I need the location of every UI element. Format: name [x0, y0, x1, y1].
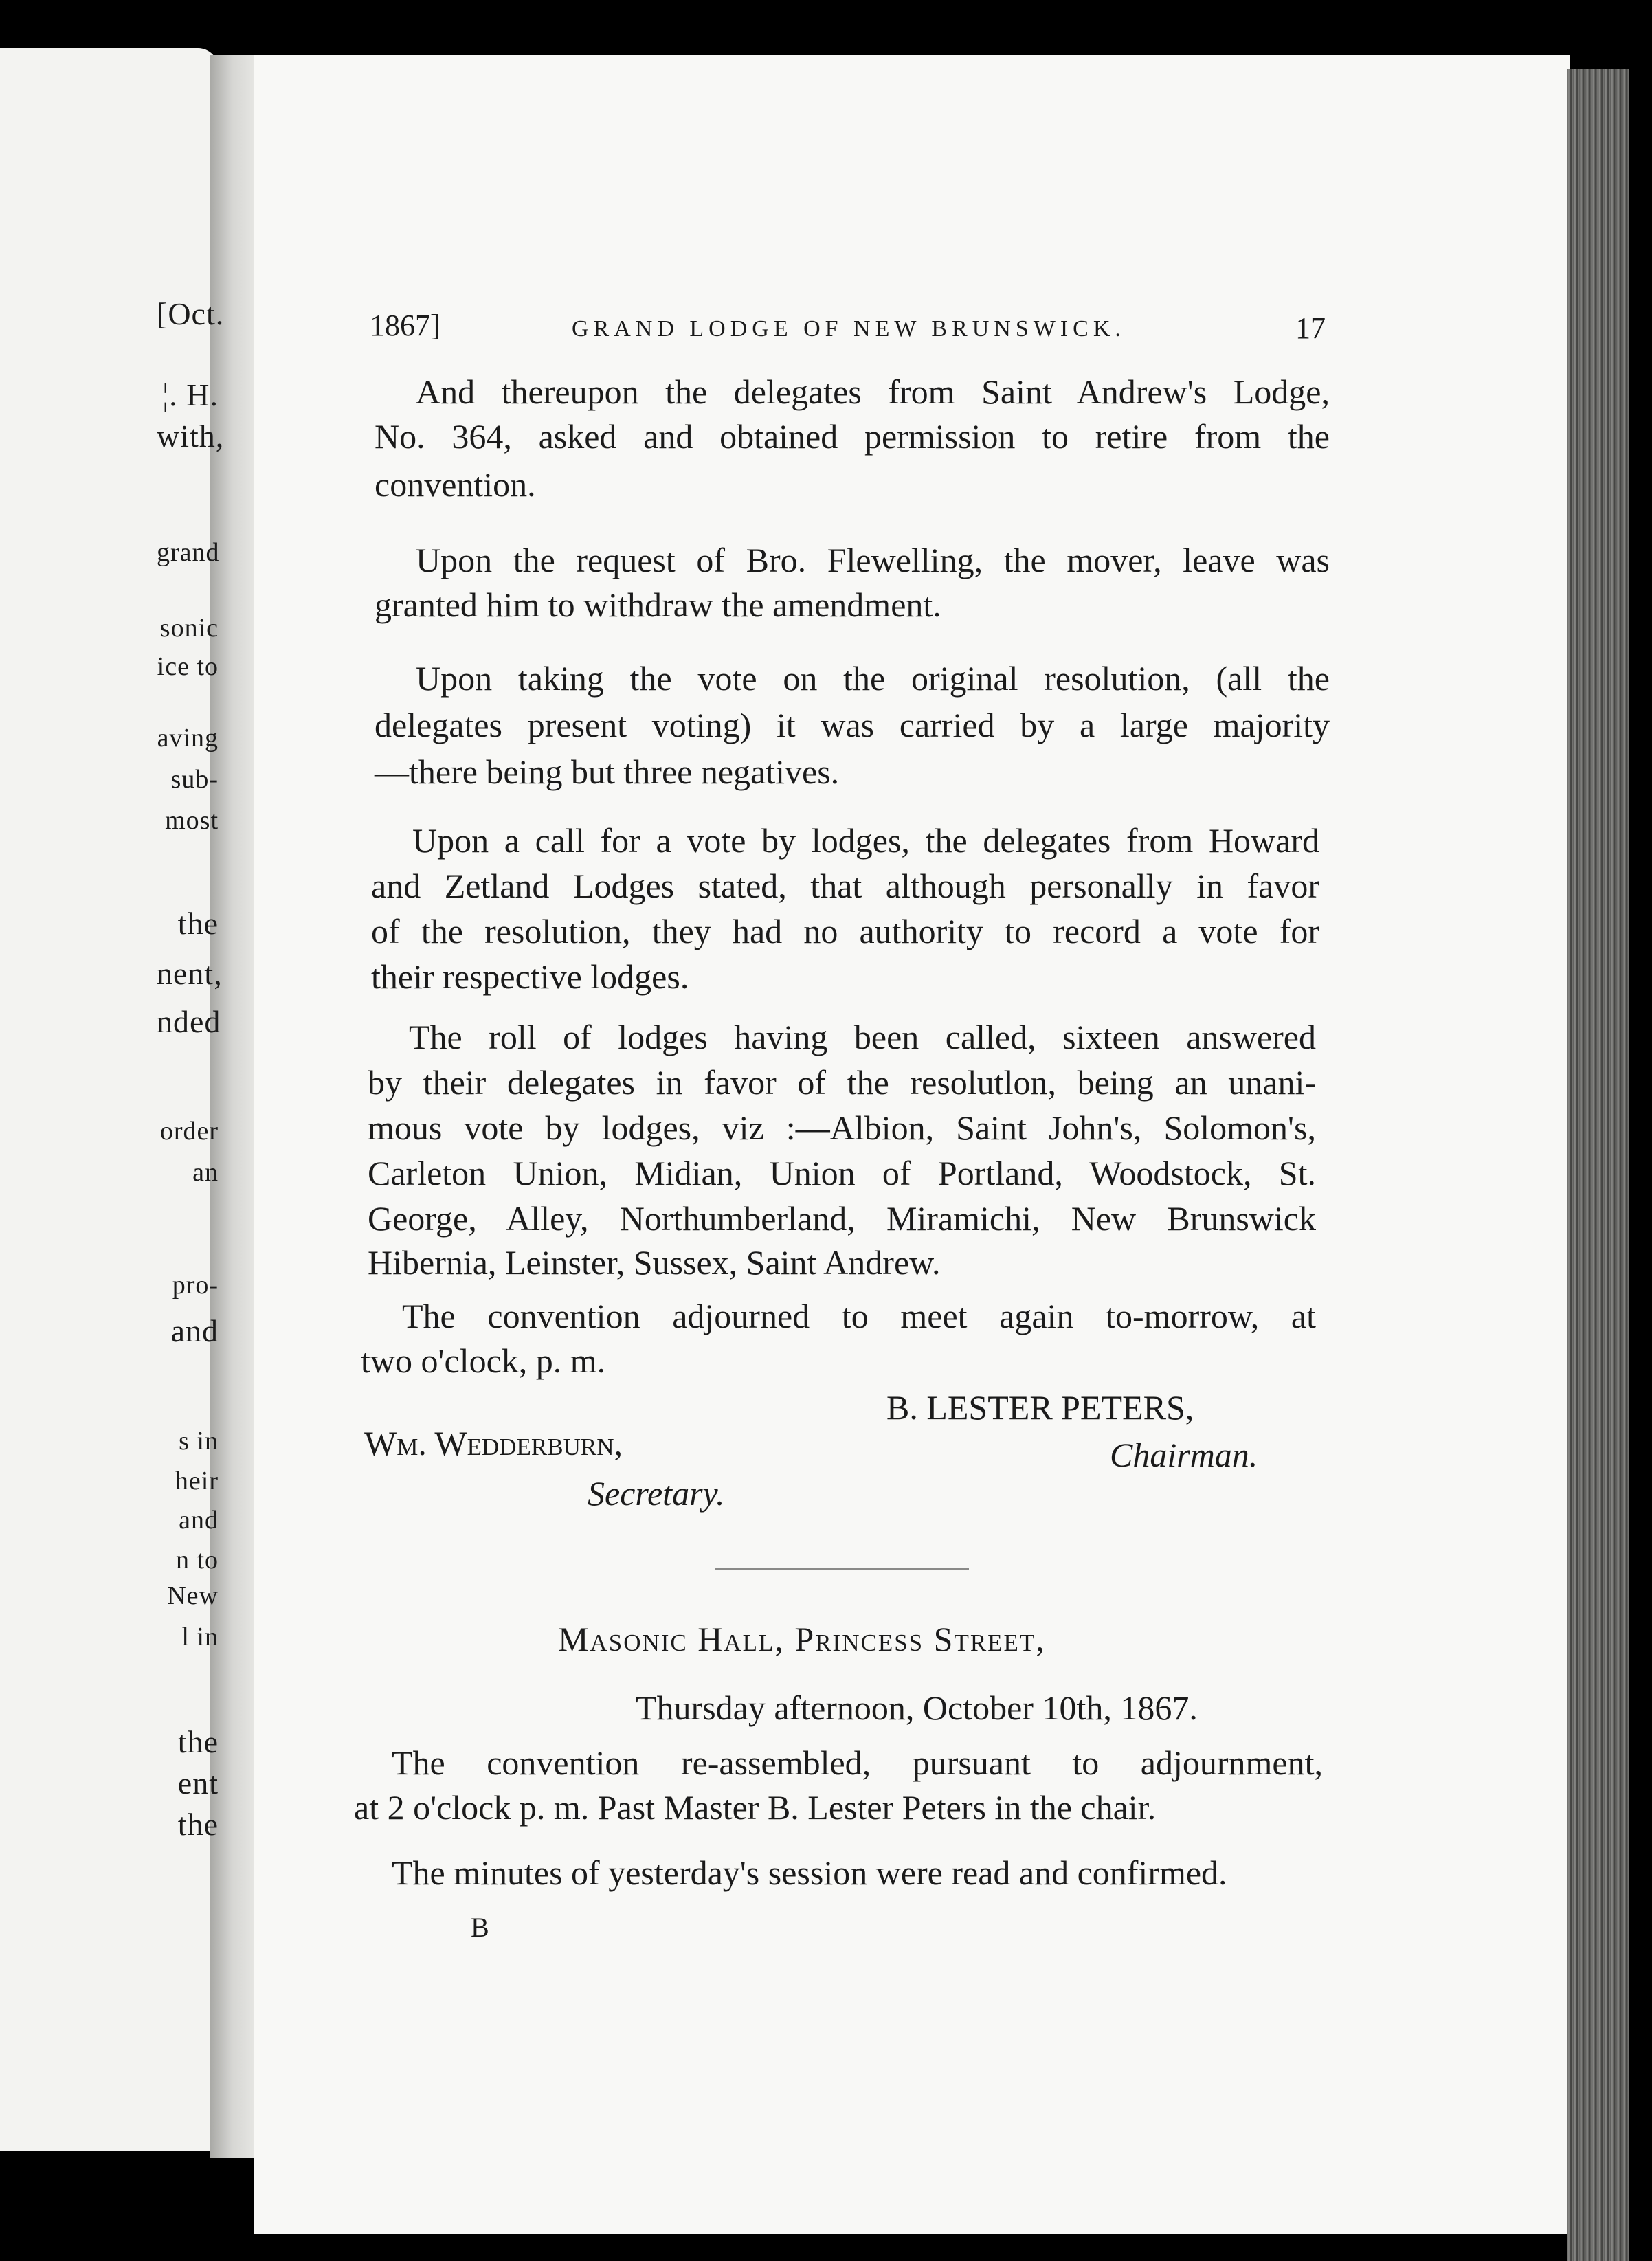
page-number: 17	[1295, 311, 1326, 345]
session-date: Thursday afternoon, October 10th, 1867.	[636, 1689, 1198, 1727]
body-line: granted him to withdraw the amendment.	[375, 586, 941, 624]
left-page-fragment: order	[159, 1117, 219, 1146]
body-line: delegates present voting) it was carried by a large majority	[375, 706, 1330, 744]
body-line: Upon taking the vote on the original resolution, (all the	[416, 659, 1330, 698]
left-page-fragment: New	[167, 1581, 219, 1610]
header-title: GRAND LODGE OF NEW BRUNSWICK.	[572, 316, 1126, 342]
left-page-fragment: nent,	[157, 956, 223, 991]
left-page-fragment: ent	[177, 1766, 219, 1801]
left-page-fragment: l in	[181, 1623, 219, 1651]
left-page-fragment: with,	[157, 419, 225, 454]
body-line: by their delegates in favor of the resolutlon, being an unani-	[368, 1063, 1316, 1102]
left-page-fragment: an	[192, 1158, 219, 1187]
body-line: of the resolution, they had no authority to record a vote for	[371, 912, 1319, 950]
chairman-name: B. LESTER PETERS,	[886, 1388, 1194, 1427]
session-line: The convention re-assembled, pursuant to adjournment,	[392, 1744, 1323, 1782]
left-page-fragment: aving	[157, 724, 219, 753]
section-divider	[715, 1568, 969, 1570]
secretary-title: Secretary.	[588, 1474, 725, 1513]
left-page-fragment: pro-	[172, 1271, 219, 1300]
body-line: convention.	[375, 465, 536, 504]
body-line: No. 364, asked and obtained permission to retire from the	[375, 417, 1330, 456]
left-page-fragment: s in	[179, 1427, 219, 1456]
body-line: —there being but three negatives.	[375, 753, 840, 791]
signature-mark: B	[471, 1912, 489, 1943]
body-line: and Zetland Lodges stated, that although personally in favor	[371, 867, 1319, 905]
left-page-fragment: the	[177, 1724, 219, 1759]
left-page-fragment: and	[170, 1313, 219, 1348]
left-page-fragment: heir	[175, 1467, 219, 1495]
left-page-fragment: [Oct.	[157, 296, 225, 331]
left-page-fragment: sub-	[170, 765, 219, 794]
left-page-fragment: ¦. H.	[162, 377, 219, 412]
body-line: mous vote by lodges, viz :—Albion, Saint John's, Solomon's,	[368, 1109, 1316, 1147]
left-page-fragment: nded	[157, 1004, 221, 1039]
body-line: Hibernia, Leinster, Sussex, Saint Andrew.	[368, 1243, 941, 1282]
body-line: Upon a call for a vote by lodges, the delegates from Howard	[412, 821, 1319, 860]
session-place: Masonic Hall, Princess Street,	[558, 1620, 1046, 1658]
session-line: The minutes of yesterday's session were read and confirmed.	[392, 1853, 1227, 1892]
left-page-fragment: the	[177, 906, 219, 941]
left-page-fragment: most	[165, 806, 219, 835]
secretary-name: Wm. Wedderburn,	[364, 1424, 623, 1462]
left-page-fragment: n to	[175, 1546, 219, 1574]
session-line: at 2 o'clock p. m. Past Master B. Lester Peters in the chair.	[354, 1788, 1157, 1827]
left-page-fragment: ice to	[157, 652, 219, 681]
left-page-fragment: sonic	[159, 614, 219, 643]
body-line: two o'clock, p. m.	[361, 1341, 606, 1380]
body-line: And thereupon the delegates from Saint Andrew's Lodge,	[416, 372, 1330, 411]
body-line: George, Alley, Northumberland, Miramichi, New Brunswick	[368, 1199, 1316, 1238]
left-page-fragment: grand	[157, 538, 220, 567]
body-line: Upon the request of Bro. Flewelling, the mover, leave was	[416, 541, 1330, 579]
header-year: 1867]	[370, 309, 440, 342]
left-page-fragment: the	[177, 1807, 219, 1842]
body-line: their respective lodges.	[371, 957, 689, 996]
page-edges	[1567, 69, 1629, 2261]
body-line: The roll of lodges having been called, sixteen answered	[409, 1018, 1316, 1056]
left-page-fragment: and	[179, 1506, 219, 1535]
chairman-title: Chairman.	[1110, 1436, 1258, 1474]
body-line: Carleton Union, Midian, Union of Portland, Woodstock, St.	[368, 1154, 1316, 1192]
body-line: The convention adjourned to meet again to-morrow, at	[402, 1297, 1316, 1335]
